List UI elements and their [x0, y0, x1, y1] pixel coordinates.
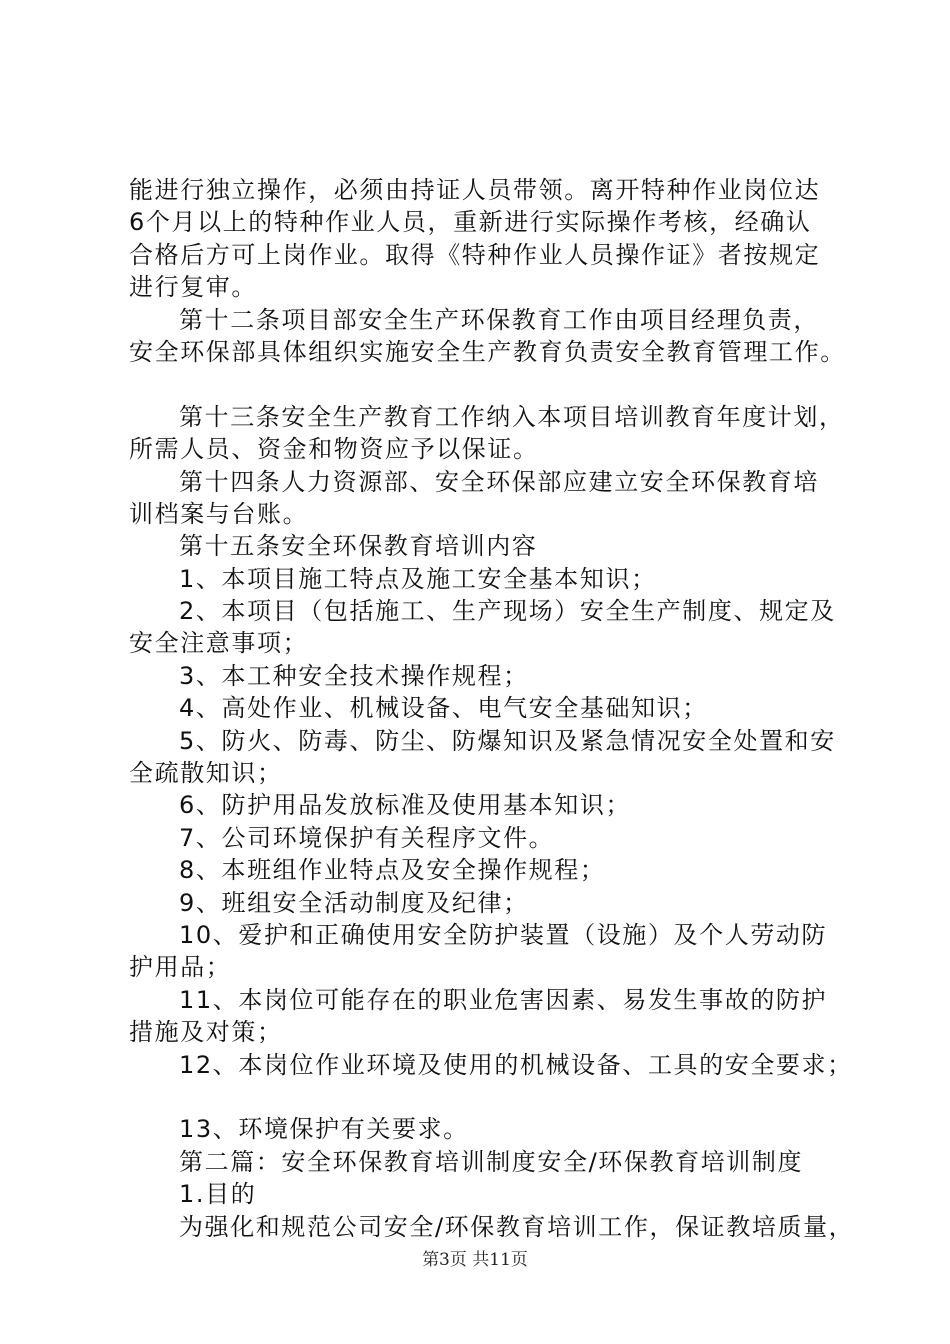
page-number-footer: 第3页 共11页 — [422, 1250, 528, 1270]
text-line: 安全注意事项； — [129, 629, 309, 658]
text-line: 10、爱护和正确使用安全防护装置（设施）及个人劳动防 — [179, 920, 828, 949]
text-line: 2、本项目（包括施工、生产现场）安全生产制度、规定及 — [179, 597, 836, 626]
text-line: 12、本岗位作业环境及使用的机械设备、工具的安全要求； — [179, 1050, 853, 1079]
text-line: 全疏散知识； — [129, 759, 283, 788]
text-line: 合格后方可上岗作业。取得《特种作业人员操作证》者按规定 — [129, 240, 821, 269]
text-line: 护用品； — [129, 953, 232, 982]
text-line: 6、防护用品发放标准及使用基本知识； — [179, 791, 632, 820]
text-line: 5、防火、防毒、防尘、防爆知识及紧急情况安全处置和安 — [179, 726, 836, 755]
text-line: 安全环保部具体组织实施安全生产教育负责安全教育管理工作。 — [129, 337, 846, 366]
text-line: 第二篇：安全环保教育培训制度安全/环保教育培训制度 — [179, 1147, 804, 1176]
text-line: 1、本项目施工特点及施工安全基本知识； — [179, 564, 657, 593]
text-line: 11、本岗位可能存在的职业危害因素、易发生事故的防护 — [179, 985, 828, 1014]
text-line: 13、环境保护有关要求。 — [179, 1115, 469, 1144]
blank-line — [129, 368, 849, 400]
text-line: 9、班组安全活动制度及纪律； — [179, 888, 529, 917]
text-line: 训档案与台账。 — [129, 499, 309, 528]
text-line: 第十四条人力资源部、安全环保部应建立安全环保教育培 — [179, 467, 819, 496]
text-line: 4、高处作业、机械设备、电气安全基础知识； — [179, 694, 708, 723]
text-line: 为强化和规范公司安全/环保教育培训工作，保证教培质量， — [179, 1212, 855, 1241]
document-body — [129, 174, 855, 1243]
blank-line — [129, 1081, 849, 1113]
text-line: 措施及对策； — [129, 1018, 283, 1047]
text-line: 所需人员、资金和物资应予以保证。 — [129, 435, 539, 464]
text-line: 第十五条安全环保教育培训内容 — [179, 532, 538, 561]
text-line: 进行复审。 — [129, 273, 257, 302]
text-line: 1.目的 — [179, 1180, 257, 1209]
text-line: 第十二条项目部安全生产环保教育工作由项目经理负责， — [179, 305, 819, 334]
text-line: 8、本班组作业特点及安全操作规程； — [179, 856, 606, 885]
text-line: 7、公司环境保护有关程序文件。 — [179, 823, 555, 852]
text-line: 6个月以上的特种作业人员，重新进行实际操作考核，经确认 — [129, 208, 812, 237]
text-line: 3、本工种安全技术操作规程； — [179, 661, 529, 690]
text-line: 第十三条安全生产教育工作纳入本项目培训教育年度计划， — [179, 402, 845, 431]
text-line: 能进行独立操作，必须由持证人员带领。离开特种作业岗位达 — [129, 176, 821, 204]
